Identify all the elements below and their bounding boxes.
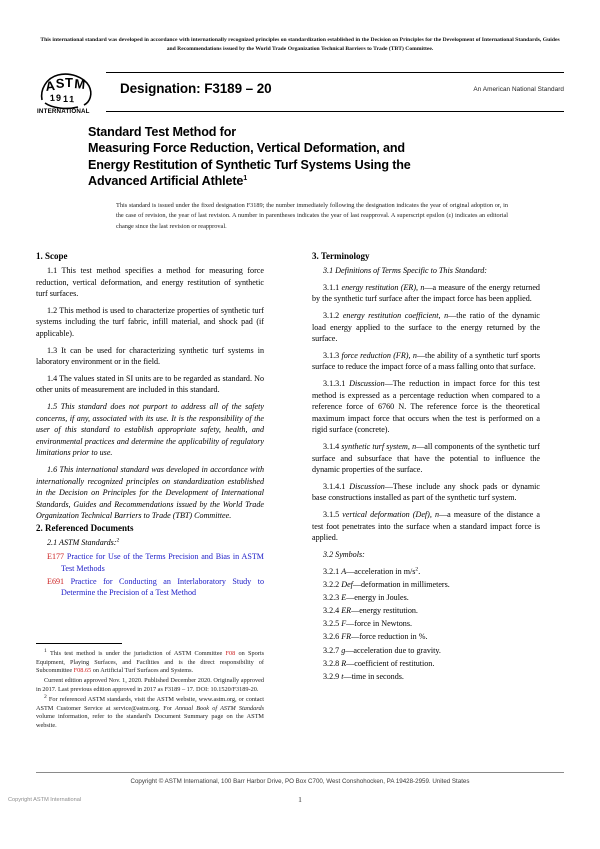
- section-heading-referenced-documents: 2. Referenced Documents: [36, 522, 134, 533]
- footnote-rule: [36, 643, 122, 644]
- symbol-description: —coefficient of restitution.: [346, 658, 435, 668]
- ansi-note: An American National Standard: [473, 86, 564, 93]
- scope-para-1-5: 1.5 This standard does not purport to address all of the safety concerns, if any, associated with its use. It is the responsibility of the user of this standard to establish appropriate safety, health, and environmental practices and determine the applicability of regulatory limitations prior to use.: [36, 402, 264, 458]
- subcommittee-link[interactable]: F08.65: [73, 667, 92, 675]
- symbol-description: —force in Newtons.: [346, 619, 413, 629]
- symbol-description: —acceleration in m/s: [346, 566, 416, 576]
- definition-term: Discussion: [349, 379, 385, 389]
- standard-code-link[interactable]: E691: [47, 576, 65, 586]
- title-footnote-marker: 1: [243, 173, 248, 183]
- footnote-2-text-b: volume information, refer to the standard's Document Summary page on the ASTM website.: [36, 713, 264, 729]
- footnote-1-text-c: on Artificial Turf Surfaces and Systems.: [91, 667, 194, 675]
- scope-para-1-6: 1.6 This international standard was developed in accordance with internationally recognized principles on standardization established in the Decision on Principles for the Development of International Standards, Guides and Recommendations issued by the World Trade Organization Technical Barriers to Trade (TBT) Committee.: [36, 465, 264, 521]
- masthead: [36, 70, 564, 116]
- definition-term: Discussion: [349, 481, 385, 491]
- symbol-3-2-6: [312, 631, 540, 643]
- symbol-3-2-8: [312, 658, 540, 670]
- symbol-description: —force reduction in %.: [351, 632, 428, 642]
- definition-body: —the ability of a synthetic turf sports surface to reduce the impact force of a mass falling onto that surface.: [312, 350, 541, 372]
- svg-text:1: 1: [49, 92, 56, 103]
- footnote-1-edition: Current edition approved Nov. 1, 2020. Published December 2020. Originally approved in 2017. Last previous edition approved in 2017 as F3189 – 17. DOI: 10.1520/F3189-20.: [36, 677, 264, 693]
- svg-text:1: 1: [68, 94, 75, 105]
- definition-body: —all components of the synthetic turf surface and subsurface that have the potential to influence the dynamic properties of the surface.: [312, 442, 541, 475]
- symbol-3-2-9: [312, 671, 540, 683]
- committee-link[interactable]: F08: [225, 650, 236, 657]
- title-line-2: Measuring Force Reduction, Vertical Deformation, and: [88, 141, 405, 156]
- masthead-rule-bottom: [106, 111, 564, 112]
- definition-term: vertical deformation (Def), n: [342, 510, 440, 520]
- footnote-2-italic: Annual Book of ASTM Standards: [175, 704, 264, 712]
- referenced-standard-item[interactable]: [36, 551, 264, 574]
- definition-body: —These include any shock pads or dynamic base constructions installed as part of the synthetic turf system.: [312, 481, 540, 503]
- definition-number: 3.1.3.1: [323, 379, 346, 389]
- footnote-2-text-a: For referenced ASTM standards, visit the ASTM website, www.astm.org, or contact ASTM Customer Service at service@astm.org. For: [36, 695, 265, 712]
- designation-label: Designation: F3189 – 20: [120, 81, 272, 96]
- referenced-standard-item[interactable]: [36, 576, 264, 599]
- copyright-watermark: Copyright ASTM International: [8, 797, 82, 803]
- page-number: 1: [298, 795, 302, 804]
- referenced-standards-footnote-marker: 2: [116, 537, 120, 544]
- referenced-standards-subheading: [36, 537, 264, 549]
- footnote-1-marker: 1: [44, 647, 47, 654]
- definition-body: —a measure of the energy returned by the synthetic turf surface after the impact force has been applied.: [312, 282, 540, 304]
- issue-note: This standard is issued under the fixed designation F3189; the number immediately following the designation indicates the year of original adoption or, in the case of revision, the year of last revision. A number in parentheses indicates the year of last reapproval. A superscript epsilon (ε) indicates an editorial change since the last revision or reapproval.: [116, 202, 508, 230]
- definition-3-1-2: [312, 310, 540, 345]
- title-line-4: Advanced Artificial Athlete: [88, 174, 244, 189]
- definition-number: 3.1.2: [323, 311, 340, 321]
- symbol-glyph: Def: [341, 579, 353, 589]
- symbol-3-2-1: [312, 566, 540, 578]
- definition-3-1-5: [312, 509, 540, 544]
- symbol-description: —energy restitution.: [351, 606, 418, 616]
- symbol-description: —energy in Joules.: [346, 593, 409, 602]
- symbol-tail: .: [418, 566, 421, 576]
- astm-logo-icon: [36, 70, 98, 116]
- svg-text:9: 9: [56, 93, 62, 103]
- symbol-glyph: A: [341, 566, 347, 576]
- standard-title[interactable]: Practice for Use of the Terms Precision and Bias in ASTM Test Methods: [61, 552, 264, 573]
- symbol-number: 3.2.8: [323, 658, 340, 668]
- footnote-1-text-a: This test method is under the jurisdiction of ASTM Committee: [49, 650, 226, 657]
- symbol-glyph: F: [341, 619, 347, 629]
- symbol-description: —acceleration due to gravity.: [345, 645, 441, 655]
- masthead-rule-top: [106, 72, 564, 73]
- definition-number: 3.1.4: [323, 442, 340, 452]
- document-title: [88, 124, 508, 190]
- definition-number: 3.1.3: [323, 350, 340, 360]
- symbol-number: 3.2.7: [323, 645, 340, 655]
- symbol-number: 3.2.4: [323, 606, 340, 616]
- right-column: [312, 250, 540, 682]
- symbol-glyph: g: [341, 645, 346, 655]
- title-line-1: Standard Test Method for: [88, 125, 236, 139]
- section-heading-scope: 1. Scope: [36, 251, 68, 261]
- footnotes: [36, 647, 265, 730]
- scope-para-1-4: 1.4 The values stated in SI units are to be regarded as standard. No other units of measurement are included in this standard.: [36, 373, 264, 395]
- footnote-2-marker: 2: [44, 693, 47, 700]
- footnote-1: [36, 647, 264, 676]
- definition-term: energy restitution (ER), n: [341, 282, 425, 292]
- footnote-2: [36, 693, 265, 730]
- definition-term: energy restitution coefficient, n: [342, 311, 449, 321]
- definition-number: 3.1.5: [323, 510, 340, 520]
- scope-para-1-2: 1.2 This method is used to characterize properties of synthetic turf systems including the turf fabric, infill material, and shock pad (if applicable).: [36, 305, 264, 338]
- definition-body: —a measure of the distance a test foot penetrates into the surface when a standard impact force is applied.: [312, 510, 540, 543]
- symbol-description: —time in seconds.: [343, 671, 404, 681]
- standard-title[interactable]: Practice for Conducting an Interlaboratory Study to Determine the Precision of a Test Method: [61, 576, 264, 598]
- definition-number: 3.1.1: [323, 282, 340, 292]
- symbol-number: 3.2.2: [323, 579, 340, 589]
- definition-3-1-3-1: [312, 378, 540, 436]
- symbol-glyph: t: [341, 671, 344, 681]
- symbols-subheading: 3.2 Symbols:: [323, 549, 365, 559]
- symbol-3-2-3: [312, 592, 540, 604]
- symbol-number: 3.2.6: [323, 632, 340, 642]
- title-line-3: Energy Restitution of Synthetic Turf Systems Using the: [88, 157, 411, 172]
- footnote-1-text-b: on Sports Equipment, Playing Surfaces, and Facilities and is the direct responsibility of Subcommittee: [36, 650, 264, 675]
- definition-term: force reduction (FR), n: [341, 350, 417, 360]
- definition-3-1-4-1: [312, 481, 540, 504]
- svg-text:M: M: [73, 76, 86, 92]
- wto-banner: This international standard was developed in accordance with internationally recognized principles on standardization established in the Decision on Principles for the Development of International Standards, Guides and Recommendations issued by the World Trade Organization Technical Barriers to Trade (TBT) Committee.: [40, 37, 560, 52]
- definition-term: synthetic turf system, n: [341, 442, 417, 452]
- symbol-glyph: E: [341, 593, 347, 602]
- symbol-number: 3.2.3: [323, 593, 340, 602]
- definition-3-1-4: [312, 441, 540, 476]
- symbol-superscript: 2: [415, 566, 419, 573]
- scope-para-1-3: 1.3 It can be used for characterizing synthetic turf systems in laboratory environment or in the field.: [36, 345, 264, 367]
- footer-rule: [36, 772, 564, 773]
- referenced-standards-subheading-text: 2.1 ASTM Standards:: [47, 537, 117, 547]
- section-heading-terminology: 3. Terminology: [312, 251, 370, 261]
- symbol-number: 3.2.1: [323, 566, 340, 576]
- standard-code-link[interactable]: E177: [47, 552, 65, 562]
- copyright-notice: Copyright © ASTM International, 100 Barr Harbor Drive, PO Box C700, West Conshohocken, PA 19428-2959. United States: [130, 778, 470, 785]
- definition-number: 3.1.4.1: [323, 481, 346, 491]
- symbol-3-2-2: [312, 579, 540, 591]
- left-column: [36, 250, 264, 599]
- terminology-subheading: 3.1 Definitions of Terms Specific to This Standard:: [323, 266, 487, 275]
- svg-text:INTERNATIONAL: INTERNATIONAL: [37, 108, 90, 115]
- svg-text:T: T: [65, 75, 73, 90]
- symbol-glyph: ER: [341, 606, 352, 616]
- svg-text:S: S: [55, 75, 65, 91]
- definition-body: —the ratio of the dynamic load energy applied to the surface to the energy returned by the surface.: [312, 311, 540, 344]
- symbol-number: 3.2.5: [323, 619, 340, 629]
- symbol-3-2-4: [312, 605, 540, 617]
- symbol-glyph: R: [341, 658, 347, 668]
- definition-3-1-3: [312, 350, 540, 373]
- symbol-3-2-5: [312, 618, 540, 630]
- referenced-standards-list: [36, 551, 264, 599]
- svg-text:A: A: [44, 77, 56, 94]
- svg-text:1: 1: [63, 94, 69, 104]
- scope-para-1-1: 1.1 This test method specifies a method for measuring force reduction, vertical deformation, and energy restitution of synthetic turf surfaces.: [36, 266, 264, 299]
- symbol-description: —deformation in millimeters.: [352, 579, 450, 589]
- definition-body: —The reduction in impact force for this test method is expressed as a percentage reduction when compared to a reference force of 6760 N. The reference force is the theoretical maximum impact force that occurs when the test is performed on a rigid surface (concrete).: [312, 379, 540, 435]
- symbol-3-2-7: [312, 645, 540, 657]
- definition-3-1-1: [312, 282, 540, 305]
- symbol-glyph: FR: [341, 632, 352, 642]
- symbol-number: 3.2.9: [323, 671, 340, 681]
